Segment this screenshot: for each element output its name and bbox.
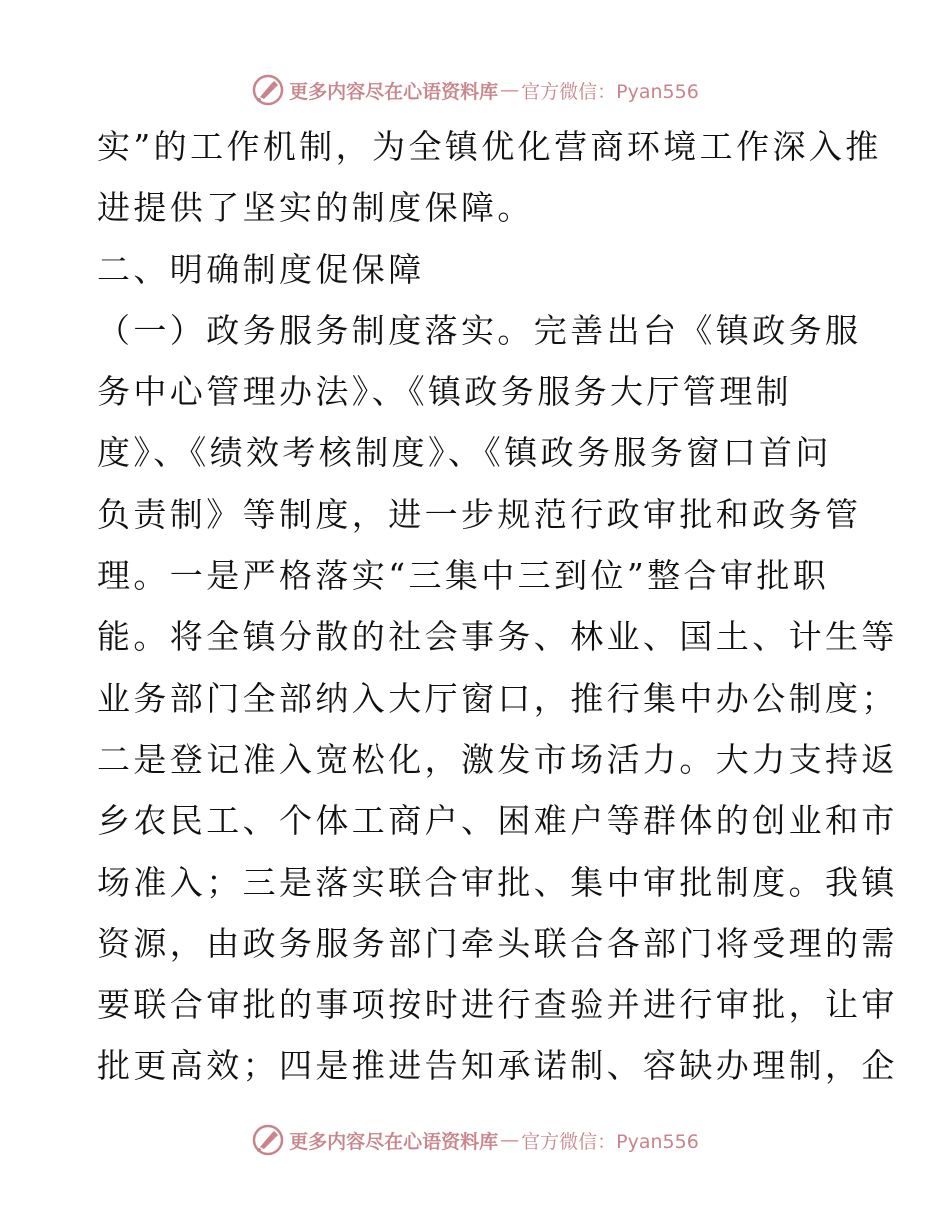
body-line: 务中心管理办法》、《镇政务服务大厅管理制 — [97, 372, 792, 412]
watermark-banner-top — [0, 70, 950, 110]
watermark-separator: — — [500, 79, 520, 101]
body-line: 要联合审批的事项按时进行查验并进行审批，让审 — [97, 985, 898, 1025]
body-line: 乡农民工、个体工商户、困难户等群体的创业和市 — [97, 801, 898, 841]
watermark-promo-text: 更多内容尽在心语资料库 — [289, 80, 499, 103]
pen-nib-logo-icon — [251, 73, 285, 107]
body-line: 度》、《绩效考核制度》、《镇政务服务窗口首问 — [97, 433, 832, 473]
body-line: 能。将全镇分散的社会事务、林业、国土、计生等 — [97, 617, 898, 657]
body-line: 理。一是严格落实“三集中三到位”整合审批职 — [97, 556, 830, 596]
body-line: 负责制》等制度，进一步规范行政审批和政务管 — [97, 494, 862, 534]
subsection-heading-line: （一）政务服务制度落实。完善出台《镇政务服 — [97, 310, 862, 350]
body-line: 批更高效；四是推进告知承诺制、容缺办理制，企 — [97, 1046, 898, 1086]
watermark-wechat-text: 官方微信：Pyan556 — [521, 80, 699, 103]
section-heading: 二、明确制度促保障 — [97, 249, 425, 289]
body-line: 业务部门全部纳入大厅窗口，推行集中办公制度； — [97, 678, 898, 718]
watermark-wechat-text: 官方微信：Pyan556 — [521, 1130, 699, 1153]
body-line: 进提供了坚实的制度保障。 — [97, 188, 534, 228]
watermark-promo-text: 更多内容尽在心语资料库 — [289, 1130, 499, 1153]
body-line: 资源，由政务服务部门牵头联合各部门将受理的需 — [97, 923, 898, 963]
watermark-separator: — — [500, 1129, 520, 1151]
body-line: 二是登记准入宽松化，激发市场活力。大力支持返 — [97, 739, 898, 779]
pen-nib-logo-icon — [251, 1123, 285, 1157]
body-line: 场准入；三是落实联合审批、集中审批制度。我镇 — [97, 862, 898, 902]
document-body — [97, 116, 898, 1097]
watermark-banner-bottom — [0, 1120, 950, 1160]
body-line: 实”的工作机制，为全镇优化营商环境工作深入推 — [97, 127, 882, 166]
